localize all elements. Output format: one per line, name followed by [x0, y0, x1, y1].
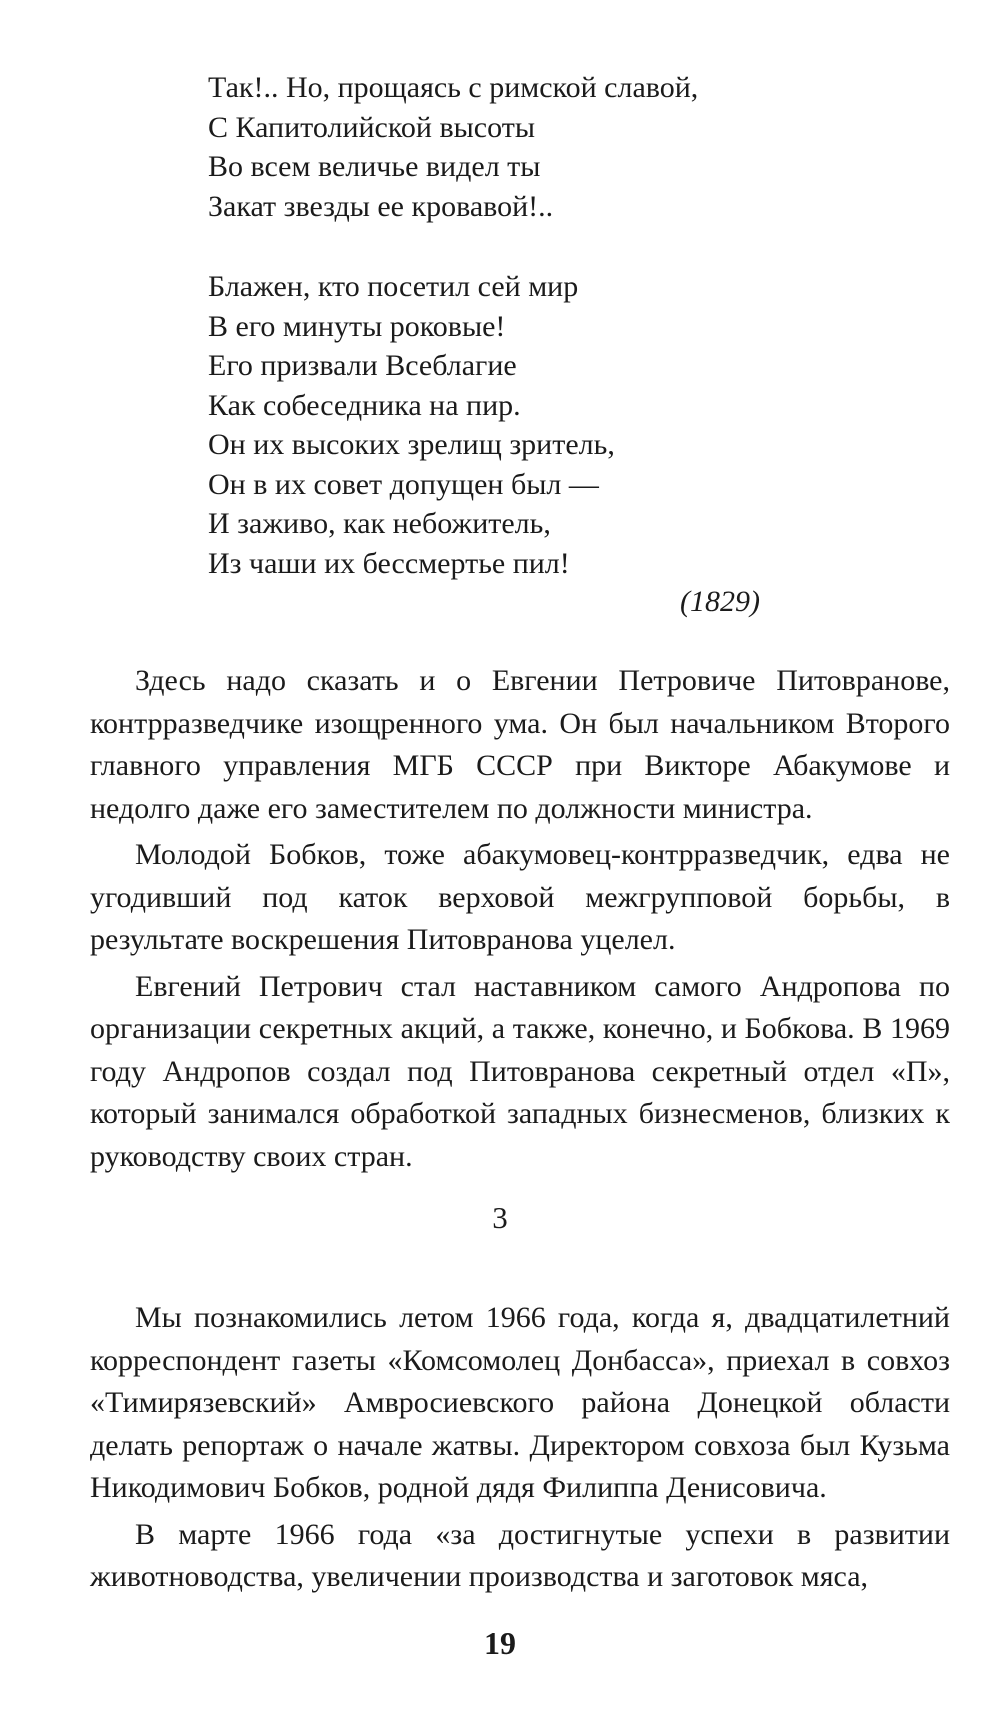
body-text-section-3	[90, 1297, 950, 1599]
page-number: 19	[484, 1625, 516, 1661]
verse-line: И заживо, как небожитель,	[208, 507, 551, 540]
body-text-before-section	[90, 660, 950, 1178]
verse-line: Во всем величье видел ты	[208, 150, 541, 183]
stanza-2	[208, 267, 808, 583]
verse-line: Как собеседника на пир.	[208, 388, 521, 422]
verse-line: Закат звезды ее кровавой!..	[208, 189, 554, 223]
paragraph: Евгений Петрович стал наставником самого Андропова по организации секретных акций, а также, конечно, и Бобкова. В 1969 году Андропов создал под Питовранова секретный отдел «П», который занимался обработкой западных бизнесменов, близких к руководству своих стран.	[90, 969, 950, 1173]
poem	[208, 68, 808, 583]
verse-line: Он в их совет допущен был —	[208, 467, 599, 501]
verse-line: Он их высоких зрелищ зритель,	[208, 428, 615, 461]
paragraph: В марте 1966 года «за достигнутые успехи в развитии животноводства, увеличении производства и заготовок мяса,	[90, 1517, 950, 1593]
verse-line: Его призвали Всеблагие	[208, 349, 517, 382]
verse-line: Из чаши их бессмертье пил!	[208, 546, 570, 580]
verse-line: В его минуты роковые!	[208, 309, 506, 343]
stanza-1	[208, 68, 808, 226]
paragraph: Молодой Бобков, тоже абакумовец-контрразведчик, едва не угодивший под каток верховой межгрупповой борьбы, в результате воскрешения Питовранова уцелел.	[90, 838, 950, 956]
paragraph: Мы познакомились летом 1966 года, когда я, двадцатилетний корреспондент газеты «Комсомолец Донбасса», приехал в совхоз «Тимирязевский» Амвросиевского района Донецкой области делать репортаж о начале жатвы. Директором совхоза был Кузьма Никодимович Бобков, родной дядя Филиппа Денисовича.	[90, 1301, 950, 1504]
verse-line: Так!.. Но, прощаясь с римской славой,	[208, 71, 699, 104]
section-number: 3	[492, 1200, 508, 1235]
poem-date: (1829)	[680, 585, 760, 618]
verse-line: С Капитолийской высоты	[208, 110, 535, 144]
paragraph: Здесь надо сказать и о Евгении Петровиче Питовранове, контрразведчике изощренного ума. Он был начальником Второго главного управления МГБ СССР при Викторе Абакумове и недолго даже его заместителем по должности министра.	[90, 664, 950, 825]
verse-line: Блажен, кто посетил сей мир	[208, 270, 579, 303]
